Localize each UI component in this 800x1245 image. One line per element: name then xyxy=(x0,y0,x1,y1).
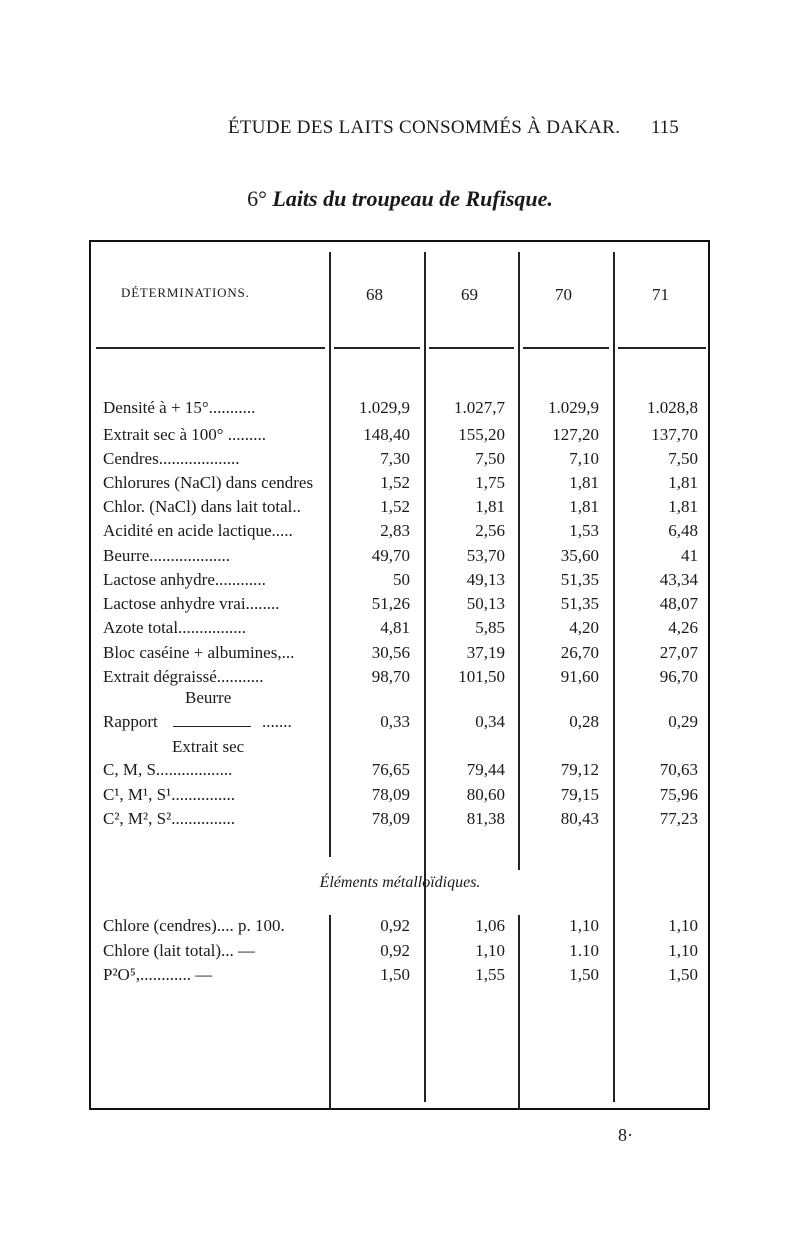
elements-title: Éléments métalloïdiques. xyxy=(319,874,481,891)
row-label: Extrait dégraissé........... xyxy=(103,667,264,686)
row-label: C¹, M¹, S¹............... xyxy=(103,785,235,804)
column-header: 70 xyxy=(555,285,572,304)
table-cell: 101,50 xyxy=(458,667,505,686)
table-cell: 127,20 xyxy=(552,425,599,444)
table-cell: 1,10 xyxy=(569,916,599,935)
header-rule xyxy=(334,347,420,349)
row-label: Azote total................ xyxy=(103,618,247,637)
table-cell: 1.027,7 xyxy=(454,398,505,417)
table-cell: 1.029,9 xyxy=(359,398,410,417)
table-cell: 41 xyxy=(681,546,698,565)
table-cell: 53,70 xyxy=(466,546,505,565)
table-cell: 0,29 xyxy=(668,712,698,731)
table-cell: 0,28 xyxy=(569,712,599,731)
section-number: 6° xyxy=(247,186,267,211)
table-cell: 51,35 xyxy=(560,594,599,613)
table-cell: 1,81 xyxy=(668,497,698,516)
table-cell: 4,26 xyxy=(668,618,698,637)
table-cell: 1,10 xyxy=(668,916,698,935)
table-cell: 1.028,8 xyxy=(647,398,698,417)
table-cell: 75,96 xyxy=(659,785,698,804)
table-cell: 1,52 xyxy=(380,473,410,492)
table-cell: 80,60 xyxy=(466,785,505,804)
table-cell: 96,70 xyxy=(659,667,698,686)
table-cell: 1,50 xyxy=(569,965,599,984)
column-header-determinations: DÉTERMINATIONS. xyxy=(121,285,250,300)
section-title-text: Laits du troupeau de Rufisque. xyxy=(272,186,553,211)
table-cell: 0,92 xyxy=(380,916,410,935)
running-head: ÉTUDE DES LAITS CONSOMMÉS À DAKAR. xyxy=(228,117,621,138)
table-cell: 1,06 xyxy=(475,916,505,935)
row-label: Chlor. (NaCl) dans lait total.. xyxy=(103,497,301,516)
row-label: Cendres................... xyxy=(103,449,240,468)
table-cell: 1,10 xyxy=(668,941,698,960)
table-cell: 51,35 xyxy=(560,570,599,589)
table-cell: 7,50 xyxy=(475,449,505,468)
table-cell: 2,56 xyxy=(475,521,505,540)
table-cell: 51,26 xyxy=(371,594,410,613)
row-label: Chlorures (NaCl) dans cendres xyxy=(103,473,314,492)
table-cell: 79,15 xyxy=(560,785,599,804)
table-cell: 0,34 xyxy=(475,712,505,731)
table-cell: 77,23 xyxy=(659,809,698,828)
table-cell: 50 xyxy=(393,570,410,589)
fraction-bar xyxy=(173,726,251,727)
table-cell: 4,20 xyxy=(569,618,599,637)
row-label: Lactose anhydre vrai........ xyxy=(103,594,280,613)
table-cell: 79,12 xyxy=(560,760,599,779)
table-cell: 6,48 xyxy=(668,521,698,540)
row-label: Extrait sec à 100° ......... xyxy=(103,425,267,444)
rapport-dots: ....... xyxy=(262,712,292,731)
rapport-denominator: Extrait sec xyxy=(172,737,245,756)
header-rule xyxy=(523,347,609,349)
table-cell: 79,44 xyxy=(466,760,505,779)
table-cell: 98,70 xyxy=(371,667,410,686)
table-cell: 1,75 xyxy=(475,473,505,492)
table-cell: 26,70 xyxy=(560,643,599,662)
table-cell: 1,50 xyxy=(668,965,698,984)
table-cell: 1,81 xyxy=(569,497,599,516)
column-header: 68 xyxy=(366,285,383,304)
header-rule xyxy=(96,347,325,349)
table-cell: 0,92 xyxy=(380,941,410,960)
table-cell: 43,34 xyxy=(659,570,698,589)
section-title xyxy=(0,186,800,212)
row-label: Chlore (cendres).... p. 100. xyxy=(103,916,285,935)
row-label: C, M, S.................. xyxy=(103,760,233,779)
table-cell: 1,55 xyxy=(475,965,505,984)
row-label: Densité à + 15°........... xyxy=(103,398,256,417)
table-cell: 78,09 xyxy=(371,785,410,804)
row-label: Acidité en acide lactique..... xyxy=(103,521,293,540)
table-cell: 0,33 xyxy=(380,712,410,731)
table-cell: 1,81 xyxy=(668,473,698,492)
signature-mark: 8· xyxy=(618,1125,633,1145)
table-cell: 27,07 xyxy=(659,643,698,662)
table-cell: 49,13 xyxy=(466,570,505,589)
header-rule xyxy=(429,347,514,349)
table-cell: 35,60 xyxy=(560,546,599,565)
table-cell: 50,13 xyxy=(466,594,505,613)
page-number: 115 xyxy=(651,117,679,138)
row-label: Bloc caséine + albumines,... xyxy=(103,643,295,662)
table-cell: 1.029,9 xyxy=(548,398,599,417)
table-cell: 81,38 xyxy=(466,809,505,828)
table-cell: 1,10 xyxy=(475,941,505,960)
table-cell: 91,60 xyxy=(560,667,599,686)
table-cell: 49,70 xyxy=(371,546,410,565)
rapport-numerator: Beurre xyxy=(185,688,232,707)
row-label: Chlore (lait total)... — xyxy=(103,941,256,960)
row-label: C², M², S²............... xyxy=(103,809,235,828)
table-cell: 137,70 xyxy=(651,425,698,444)
table-cell: 37,19 xyxy=(466,643,505,662)
table-cell: 2,83 xyxy=(380,521,410,540)
table-cell: 1.10 xyxy=(569,941,599,960)
table-cell: 48,07 xyxy=(659,594,698,613)
header-rule xyxy=(618,347,706,349)
row-label: P²O⁵,............ — xyxy=(103,965,213,984)
table-cell: 78,09 xyxy=(371,809,410,828)
table-cell: 7,50 xyxy=(668,449,698,468)
table-cell: 7,30 xyxy=(380,449,410,468)
rapport-label: Rapport xyxy=(103,712,158,731)
table-cell: 1,81 xyxy=(569,473,599,492)
table-cell: 5,85 xyxy=(475,618,505,637)
table-cell: 4,81 xyxy=(380,618,410,637)
row-label: Beurre................... xyxy=(103,546,231,565)
table-cell: 1,50 xyxy=(380,965,410,984)
table-cell: 155,20 xyxy=(458,425,505,444)
row-label: Lactose anhydre............ xyxy=(103,570,266,589)
column-header: 69 xyxy=(461,285,478,304)
table-cell: 148,40 xyxy=(363,425,410,444)
column-header: 71 xyxy=(652,285,669,304)
table-cell: 76,65 xyxy=(371,760,410,779)
table-cell: 1,52 xyxy=(380,497,410,516)
table-cell: 1,53 xyxy=(569,521,599,540)
table-cell: 30,56 xyxy=(371,643,410,662)
table-cell: 70,63 xyxy=(659,760,698,779)
table-cell: 7,10 xyxy=(569,449,599,468)
table-cell: 1,81 xyxy=(475,497,505,516)
table-cell: 80,43 xyxy=(560,809,599,828)
